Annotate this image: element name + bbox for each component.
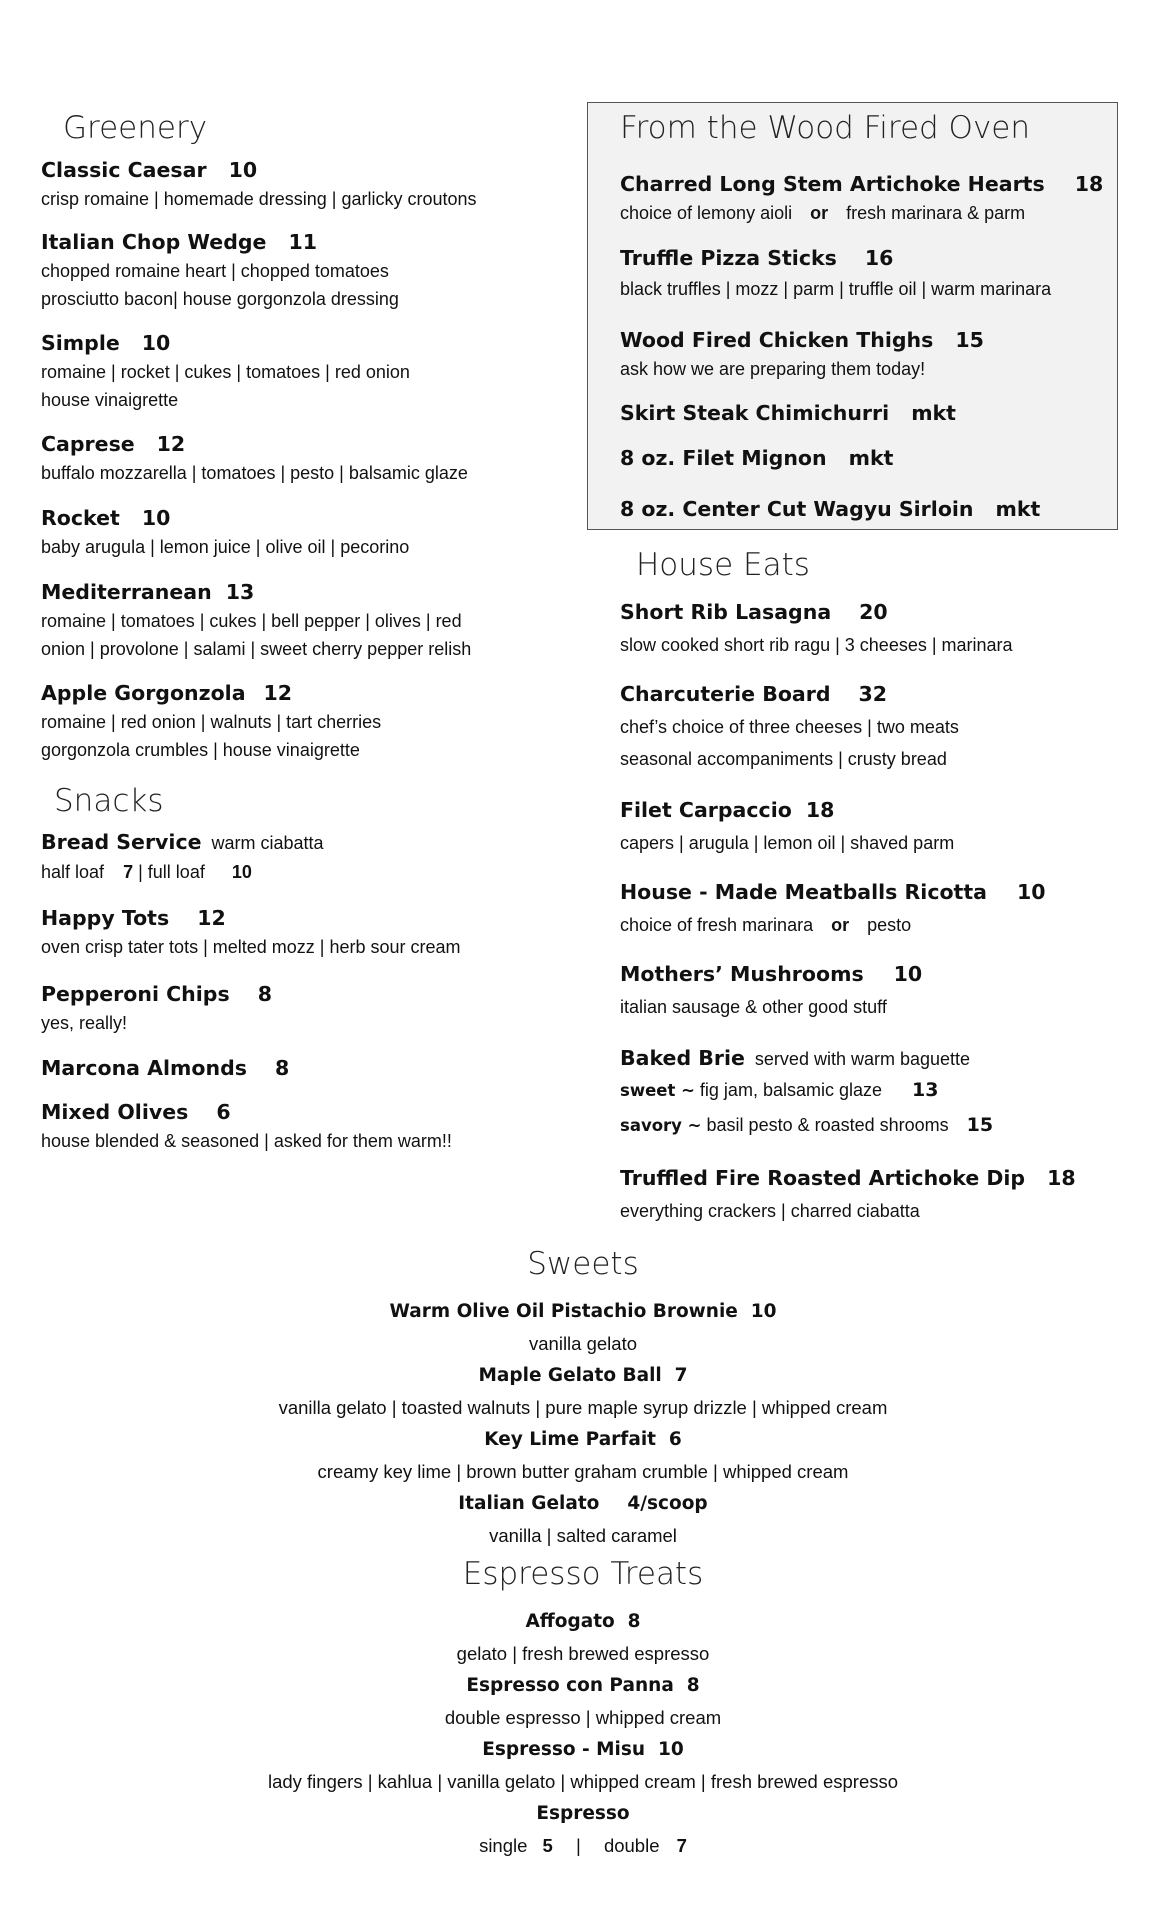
item-price: 32 [858, 682, 888, 706]
menu-item-baked-brie [620, 1043, 993, 1140]
item-name: Short Rib Lasagna [620, 600, 832, 624]
double-label: double [603, 1835, 660, 1856]
item-price: 12 [156, 432, 186, 456]
item-name: Classic Caesar [41, 158, 207, 182]
item-description: everything crackers | charred ciabatta [620, 1201, 920, 1221]
menu-item-espresso-misu [0, 1734, 1166, 1798]
item-price: mkt [911, 401, 956, 425]
item-name: Simple [41, 331, 120, 355]
item-price: 10 [141, 331, 171, 355]
item-price: 8 [257, 982, 272, 1006]
item-name: Charred Long Stem Artichoke Hearts [620, 172, 1045, 196]
oven-title: From the Wood Fired Oven [620, 110, 1031, 146]
single-label: single [479, 1835, 528, 1856]
item-description: fig jam, balsamic glaze [699, 1080, 882, 1100]
item-name: Italian Chop Wedge [41, 230, 267, 254]
item-name: Pepperoni Chips [41, 982, 230, 1006]
item-description: yes, really! [41, 1013, 128, 1033]
menu-item-mothers-mushrooms [620, 959, 922, 1021]
item-price: 16 [864, 246, 894, 270]
menu-item-short-rib-lasagna [620, 597, 1013, 659]
item-name: Baked Brie [620, 1046, 745, 1070]
item-price: 13 [225, 580, 255, 604]
item-name: Rocket [41, 506, 120, 530]
item-description: gelato | fresh brewed espresso [456, 1643, 710, 1664]
item-price: 10 [750, 1301, 777, 1322]
item-name: Espresso [536, 1803, 630, 1824]
menu-item-mixed-olives [41, 1097, 452, 1155]
item-price: mkt [848, 446, 894, 470]
menu-item-marcona-almonds [41, 1053, 289, 1083]
menu-item-maple-gelato-ball [0, 1360, 1166, 1424]
item-name: Charcuterie Board [620, 682, 831, 706]
item-price: 10 [893, 962, 923, 986]
item-description: crisp romaine | homemade dressing | garlicky croutons [41, 189, 477, 209]
item-description: prosciutto bacon| house gorgonzola dressing [41, 289, 399, 309]
item-price: 15 [955, 328, 984, 352]
item-description: basil pesto & roasted shrooms [706, 1115, 949, 1135]
menu-item-artichoke-dip [620, 1163, 1076, 1225]
item-name: Caprese [41, 432, 135, 456]
item-name: Espresso - Misu [482, 1739, 646, 1760]
item-name: Espresso con Panna [466, 1675, 674, 1696]
item-name: Bread Service [41, 830, 202, 854]
menu-item-charcuterie-board [620, 679, 959, 773]
item-price: 8 [274, 1056, 290, 1080]
item-description: oven crisp tater tots | melted mozz | herb sour cream [41, 937, 461, 957]
menu-item-simple [41, 328, 410, 414]
menu-item-happy-tots [41, 903, 461, 961]
item-description: baby arugula | lemon juice | olive oil | pecorino [41, 537, 410, 557]
or-label: or [831, 915, 850, 935]
menu-item-chicken-thighs [620, 325, 984, 383]
house-eats-title: House Eats [636, 547, 810, 583]
item-price: 8 [627, 1611, 641, 1632]
item-name: Maple Gelato Ball [478, 1365, 662, 1386]
item-description: house vinaigrette [41, 390, 179, 410]
greenery-title: Greenery [63, 110, 208, 146]
menu-item-italian-chop-wedge [41, 227, 399, 313]
item-name: Filet Carpaccio [620, 798, 792, 822]
menu-item-apple-gorgonzola [41, 678, 381, 764]
item-description: buffalo mozzarella | tomatoes | pesto | balsamic glaze [41, 463, 468, 483]
menu-item-espresso-con-panna [0, 1670, 1166, 1734]
item-price: 8 [686, 1675, 700, 1696]
item-name: Apple Gorgonzola [41, 681, 246, 705]
menu-item-rocket [41, 503, 409, 561]
item-name: 8 oz. Filet Mignon [620, 446, 827, 470]
item-description: seasonal accompaniments | crusty bread [620, 749, 947, 769]
item-description: pesto [867, 915, 912, 935]
espresso-treats-title: Espresso Treats [462, 1556, 704, 1592]
item-description: romaine | tomatoes | cukes | bell pepper | olives | red [41, 611, 462, 631]
or-label: or [810, 203, 829, 223]
item-description: chopped romaine heart | chopped tomatoes [41, 261, 389, 281]
menu-item-classic-caesar [41, 155, 477, 213]
item-description: lady fingers | kahlua | vanilla gelato | whipped cream | fresh brewed espresso [267, 1771, 899, 1792]
item-price: 10 [228, 158, 258, 182]
item-price: 18 [1047, 1166, 1076, 1190]
half-loaf-price: 7 [123, 862, 134, 882]
item-description: vanilla gelato [529, 1333, 637, 1354]
item-price: 10 [141, 506, 171, 530]
menu-item-affogato [0, 1606, 1166, 1670]
item-name: Truffle Pizza Sticks [620, 246, 837, 270]
half-loaf-label: half loaf [41, 862, 105, 882]
item-name: Mediterranean [41, 580, 212, 604]
item-price: 11 [288, 230, 317, 254]
item-price: 10 [1017, 880, 1046, 904]
item-description: vanilla gelato | toasted walnuts | pure maple syrup drizzle | whipped cream [278, 1397, 888, 1418]
item-description: romaine | red onion | walnuts | tart cherries [41, 712, 382, 732]
item-description: ask how we are preparing them today! [620, 359, 926, 379]
item-name: Affogato [525, 1611, 615, 1632]
item-description: house blended & seasoned | asked for them warm!! [41, 1131, 452, 1151]
item-name: 8 oz. Center Cut Wagyu Sirloin [620, 497, 974, 521]
sweet-price: 13 [912, 1079, 939, 1101]
savory-price: 15 [966, 1114, 994, 1136]
item-description: gorgonzola crumbles | house vinaigrette [41, 740, 360, 760]
item-description: choice of lemony aioli [620, 203, 793, 223]
item-description: fresh marinara & parm [846, 203, 1026, 223]
menu-item-espresso [0, 1798, 1166, 1862]
menu-item-skirt-steak [620, 398, 956, 428]
sweet-label: sweet ~ [620, 1081, 695, 1100]
item-description: slow cooked short rib ragu | 3 cheeses | marinara [620, 635, 1013, 655]
item-name: Wood Fired Chicken Thighs [620, 328, 934, 352]
item-price: 20 [859, 600, 888, 624]
item-description: romaine | rocket | cukes | tomatoes | red onion [41, 362, 410, 382]
full-loaf-label: full loaf [147, 862, 205, 882]
item-name: Italian Gelato [458, 1493, 600, 1514]
item-name: House - Made Meatballs Ricotta [620, 880, 987, 904]
menu-item-truffle-pizza-sticks [620, 243, 1051, 303]
item-price: 7 [674, 1365, 688, 1386]
item-price: 6 [668, 1429, 682, 1450]
menu-item-pepperoni-chips [41, 979, 272, 1037]
item-price: 12 [197, 906, 226, 930]
savory-label: savory ~ [620, 1116, 702, 1135]
item-price: 10 [657, 1739, 684, 1760]
item-price: mkt [995, 497, 1041, 521]
item-price: 6 [216, 1100, 231, 1124]
item-description: italian sausage & other good stuff [620, 997, 887, 1017]
item-note: served with warm baguette [754, 1049, 971, 1069]
menu-item-meatballs-ricotta [620, 877, 1046, 939]
menu-item-wagyu-sirloin [620, 494, 1040, 524]
item-name: Mothers’ Mushrooms [620, 962, 864, 986]
item-description: choice of fresh marinara [620, 915, 814, 935]
item-price: 12 [263, 681, 293, 705]
item-name: Happy Tots [41, 906, 170, 930]
divider: | [575, 1835, 581, 1856]
full-loaf-price: 10 [231, 862, 252, 882]
item-price: 18 [1074, 172, 1104, 196]
item-description: onion | provolone | salami | sweet cherry pepper relish [41, 639, 472, 659]
item-name: Marcona Almonds [41, 1056, 247, 1080]
item-name: Mixed Olives [41, 1100, 189, 1124]
item-name: Skirt Steak Chimichurri [620, 401, 890, 425]
menu-item-artichoke-hearts [620, 169, 1103, 227]
menu-item-pistachio-brownie [0, 1296, 1166, 1360]
menu-item-filet-mignon [620, 443, 893, 473]
menu-item-filet-carpaccio [620, 795, 954, 857]
menu-item-caprese [41, 429, 468, 487]
item-price: 18 [805, 798, 835, 822]
menu-item-bread-service [41, 827, 324, 886]
item-description: black truffles | mozz | parm | truffle oil | warm marinara [620, 279, 1052, 299]
double-price: 7 [676, 1835, 687, 1856]
snacks-title: Snacks [54, 783, 164, 819]
item-name: Warm Olive Oil Pistachio Brownie [389, 1301, 738, 1322]
item-description: vanilla | salted caramel [489, 1525, 677, 1546]
sweets-title: Sweets [527, 1246, 639, 1282]
item-description: double espresso | whipped cream [444, 1707, 722, 1728]
item-price: 4/scoop [627, 1493, 708, 1514]
item-note: warm ciabatta [211, 833, 324, 853]
item-name: Truffled Fire Roasted Artichoke Dip [620, 1166, 1026, 1190]
menu-item-mediterranean [41, 577, 471, 663]
item-description: capers | arugula | lemon oil | shaved parm [620, 833, 955, 853]
item-name: Key Lime Parfait [484, 1429, 657, 1450]
divider: | [138, 862, 143, 882]
menu-item-key-lime-parfait [0, 1424, 1166, 1488]
item-description: chef’s choice of three cheeses | two meats [620, 717, 959, 737]
menu-item-italian-gelato [0, 1488, 1166, 1552]
item-description: creamy key lime | brown butter graham crumble | whipped cream [317, 1461, 849, 1482]
single-price: 5 [542, 1835, 553, 1856]
